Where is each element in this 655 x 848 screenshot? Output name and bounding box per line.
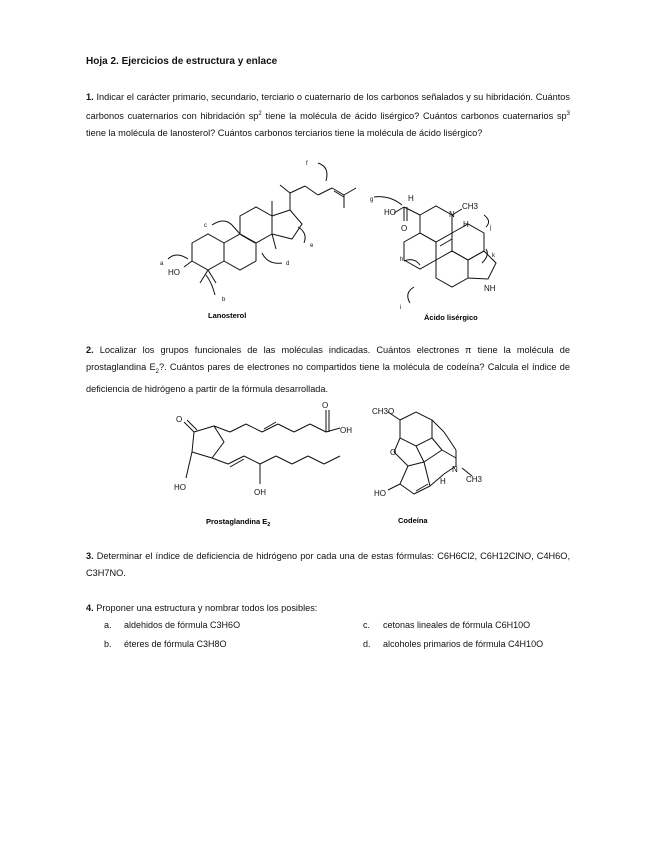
atom-o: O <box>390 448 397 457</box>
atom-ch3o: CH3O <box>372 407 395 416</box>
atom-o: O <box>322 401 329 410</box>
list-item-a: a. aldehidos de fórmula C3H6O <box>104 620 241 630</box>
question-text: tiene la molécula de lanosterol? Cuántos carbonos terciarios tiene la molécula de ácido lisérgico? <box>86 128 483 139</box>
atom-ho: HO <box>384 208 396 217</box>
atom-ho: HO <box>374 489 386 498</box>
atom-o: O <box>176 415 183 424</box>
label-c: c <box>204 223 207 229</box>
atom-ho: HO <box>174 483 186 492</box>
label-e: e <box>310 243 314 249</box>
superscript: 3 <box>566 111 571 117</box>
question-number: 1. <box>86 92 94 102</box>
atom-n: N <box>452 465 458 474</box>
question-number: 2. <box>86 345 94 355</box>
list-item-b: b. éteres de fórmula C3H8O <box>104 639 227 649</box>
question-text: Indicar el carácter primario, secundario, terciario o cuaternario de los carbonos señalados y su hibridación. Cuántos carbonos cuaternarios con hibridación sp <box>86 92 571 122</box>
question-1 <box>86 89 570 142</box>
question-number: 3. <box>86 551 94 561</box>
question-3 <box>86 548 570 582</box>
atom-oh: OH <box>254 488 266 497</box>
question-2 <box>86 342 570 398</box>
label-g: g <box>370 197 374 203</box>
label-f: f <box>306 161 308 167</box>
label-d: d <box>286 261 290 267</box>
caption-acido-lisergico: Ácido lisérgico <box>424 313 478 322</box>
question-number: 4. <box>86 603 94 613</box>
caption-lanosterol: Lanosterol <box>208 311 247 320</box>
figure-2-structures <box>0 392 655 532</box>
label-a: a <box>160 261 164 267</box>
label-i: i <box>400 305 402 311</box>
question-4 <box>86 600 570 617</box>
label-k: k <box>492 253 495 259</box>
atom-nh: NH <box>484 284 496 293</box>
subscript: 2 <box>155 368 160 375</box>
atom-ho: HO <box>168 268 180 277</box>
list-item-d: d. alcoholes primarios de fórmula C4H10O <box>363 639 544 649</box>
label-j: j <box>490 225 492 231</box>
atom-ch3: CH3 <box>462 202 479 211</box>
atom-h: H <box>440 477 446 486</box>
atom-oh: OH <box>340 426 352 435</box>
label-h: h <box>400 257 404 263</box>
superscript: 2 <box>258 111 262 117</box>
caption-codeina: Codeína <box>398 516 428 525</box>
atom-h: H <box>408 194 414 203</box>
label-b: b <box>222 297 226 303</box>
atom-h: H <box>463 220 469 229</box>
atom-n: N <box>449 210 455 219</box>
sheet-title: Hoja 2. Ejercicios de estructura y enlace <box>86 56 278 67</box>
atom-o: O <box>401 224 408 233</box>
atom-ch3: CH3 <box>466 475 483 484</box>
list-item-c: c. cetonas lineales de fórmula C6H10O <box>363 620 531 630</box>
question-text: Determinar el índice de deficiencia de hidrógeno por cada una de estas fórmulas: C6H6Cl2, C6H12ClNO, C4H6O, C3H7NO. <box>86 551 570 578</box>
question-text: tiene la molécula de ácido lisérgico? Cuántos carbonos cuaternarios sp <box>261 111 567 122</box>
caption-prostaglandina: Prostaglandina $E_2$ <box>206 517 271 528</box>
figure-1-structures <box>0 155 655 330</box>
question-text: Proponer una estructura y nombrar todos los posibles: <box>96 603 318 613</box>
question-text: ?. Cuántos pares de electrones no compartidos tiene la molécula de codeína? Calcula el índice de deficiencia de hidrógeno a partir de la fórmula desarrollada. <box>86 362 570 394</box>
question-text: Localizar los grupos funcionales de las moléculas indicadas. Cuántos electrones π tiene la molécula de prostaglandina E <box>86 345 570 372</box>
